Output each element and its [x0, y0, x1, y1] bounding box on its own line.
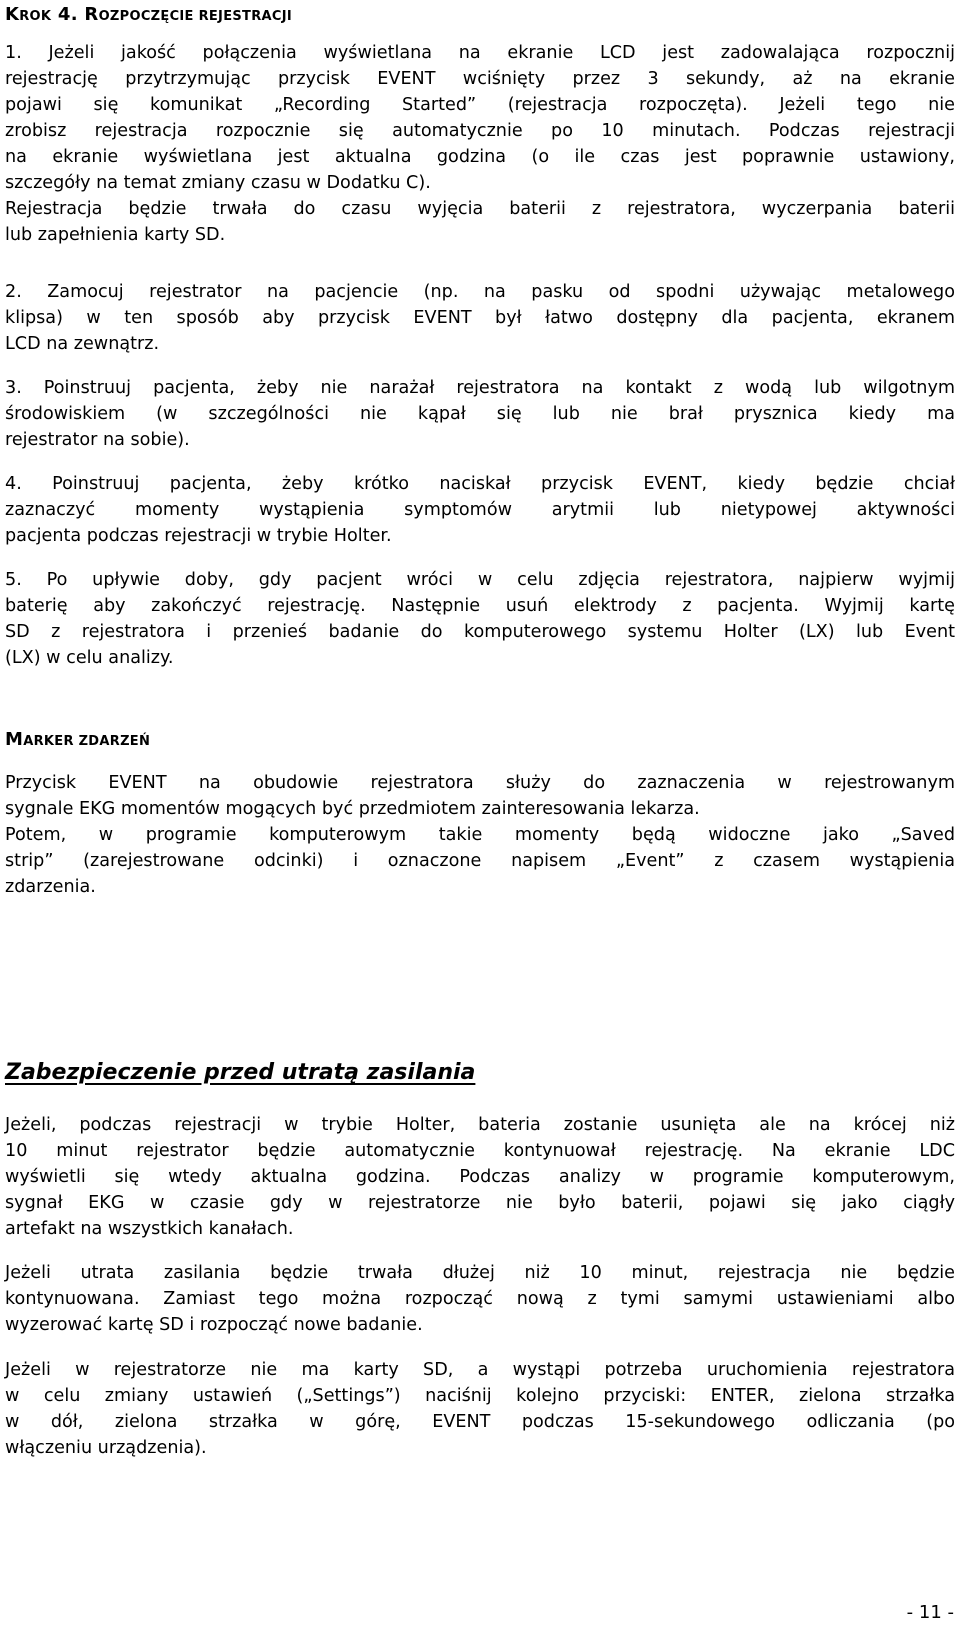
text-line: (LX) w celu analizy.: [5, 648, 174, 668]
text-line: SD z rejestratora i przenieś badanie do komputerowego systemu Holter (LX) lub Event: [5, 622, 955, 642]
text-line: sygnale EKG momentów mogących być przedmiotem zainteresowania lekarza.: [5, 799, 700, 819]
text-line: w celu zmiany ustawień („Settings”) naciśnij kolejno przyciski: ENTER, zielona strzałka: [5, 1386, 955, 1406]
heading-initial-2: R: [84, 4, 99, 25]
text-line: 5. Po upływie doby, gdy pacjent wróci w celu zdjęcia rejestratora, najpierw wyjmij: [5, 570, 955, 590]
marker-paragraph: [5, 770, 955, 900]
heading-rest: ROK: [19, 9, 52, 24]
step-5-paragraph: [5, 567, 955, 671]
section-title: Zabezpieczenie przed utratą zasilania: [5, 1060, 476, 1085]
text-line: kontynuowana. Zamiast tego można rozpocząć nową z tymi samymi ustawieniami albo: [5, 1289, 955, 1309]
text-line: artefakt na wszystkich kanałach.: [5, 1219, 294, 1239]
heading-initial: K: [5, 4, 20, 25]
step-3-paragraph: [5, 375, 955, 453]
text-line: Jeżeli w rejestratorze nie ma karty SD, a wystąpi potrzeba uruchomienia rejestratora: [5, 1360, 955, 1380]
heading-number: 4.: [51, 4, 85, 25]
text-line: włączeniu urządzenia).: [5, 1438, 207, 1458]
step-2-paragraph: [5, 279, 955, 357]
text-line: baterię aby zakończyć rejestrację. Następnie usuń elektrody z pacjenta. Wyjmij kartę: [5, 596, 955, 616]
marker-heading: [5, 729, 150, 750]
power-paragraph-1: [5, 1112, 955, 1242]
step-4-paragraph: [5, 471, 955, 549]
step-heading: [5, 4, 292, 25]
text-line: w dół, zielona strzałka w górę, EVENT podczas 15-sekundowego odliczania (po: [5, 1412, 955, 1432]
text-line: Przycisk EVENT na obudowie rejestratora służy do zaznaczenia w rejestrowanym: [5, 773, 955, 793]
heading-initial: M: [5, 729, 24, 750]
text-line: klipsa) w ten sposób aby przycisk EVENT był łatwo dostępny dla pacjenta, ekranem: [5, 308, 955, 328]
text-line: na ekranie wyświetlana jest aktualna godzina (o ile czas jest poprawnie ustawiony,: [5, 147, 955, 167]
text-line: pacjenta podczas rejestracji w trybie Holter.: [5, 526, 392, 546]
text-line: zrobisz rejestracja rozpocznie się automatycznie po 10 minutach. Podczas rejestracji: [5, 121, 955, 141]
text-line: środowiskiem (w szczególności nie kąpał się lub nie brał prysznica kiedy ma: [5, 404, 955, 424]
page-number: - 11 -: [906, 1602, 954, 1623]
text-line: zaznaczyć momenty wystąpienia symptomów arytmii lub nietypowej aktywności: [5, 500, 955, 520]
text-line: zdarzenia.: [5, 877, 96, 897]
text-line: rejestrator na sobie).: [5, 430, 190, 450]
text-line: 1. Jeżeli jakość połączenia wyświetlana na ekranie LCD jest zadowalająca rozpocznij: [5, 43, 955, 63]
power-paragraph-2: [5, 1260, 955, 1338]
text-line: 2. Zamocuj rejestrator na pacjencie (np. na pasku od spodni używając metalowego: [5, 282, 955, 302]
text-line: sygnał EKG w czasie gdy w rejestratorze nie było baterii, pojawi się jako ciągły: [5, 1193, 955, 1213]
text-line: szczegóły na temat zmiany czasu w Dodatku C).: [5, 173, 431, 193]
heading-rest-2: OZPOCZĘCIE REJESTRACJI: [98, 9, 292, 24]
text-line: lub zapełnienia karty SD.: [5, 225, 226, 245]
text-line: 3. Poinstruuj pacjenta, żeby nie narażał rejestratora na kontakt z wodą lub wilgotnym: [5, 378, 955, 398]
text-line: 4. Poinstruuj pacjenta, żeby krótko naciskał przycisk EVENT, kiedy będzie chciał: [5, 474, 955, 494]
text-line: Potem, w programie komputerowym takie momenty będą widoczne jako „Saved: [5, 825, 955, 845]
text-line: pojawi się komunikat „Recording Started” (rejestracja rozpoczęta). Jeżeli tego nie: [5, 95, 955, 115]
text-line: wyzerować kartę SD i rozpocząć nowe badanie.: [5, 1315, 423, 1335]
text-line: Jeżeli, podczas rejestracji w trybie Holter, bateria zostanie usunięta ale na krócej niż: [5, 1115, 955, 1135]
text-line: 10 minut rejestrator będzie automatycznie kontynuował rejestrację. Na ekranie LDC: [5, 1141, 955, 1161]
text-line: wyświetli się wtedy aktualna godzina. Podczas analizy w programie komputerowym,: [5, 1167, 955, 1187]
text-line: strip” (zarejestrowane odcinki) i oznaczone napisem „Event” z czasem wystąpienia: [5, 851, 955, 871]
power-paragraph-3: [5, 1357, 955, 1461]
heading-rest: ARKER ZDARZEŃ: [23, 734, 151, 749]
step-1-paragraph: [5, 40, 955, 248]
text-line: Rejestracja będzie trwała do czasu wyjęcia baterii z rejestratora, wyczerpania baterii: [5, 199, 955, 219]
text-line: LCD na zewnątrz.: [5, 334, 160, 354]
text-line: Jeżeli utrata zasilania będzie trwała dłużej niż 10 minut, rejestracja nie będzie: [5, 1263, 955, 1283]
text-line: rejestrację przytrzymując przycisk EVENT wciśnięty przez 3 sekundy, aż na ekranie: [5, 69, 955, 89]
